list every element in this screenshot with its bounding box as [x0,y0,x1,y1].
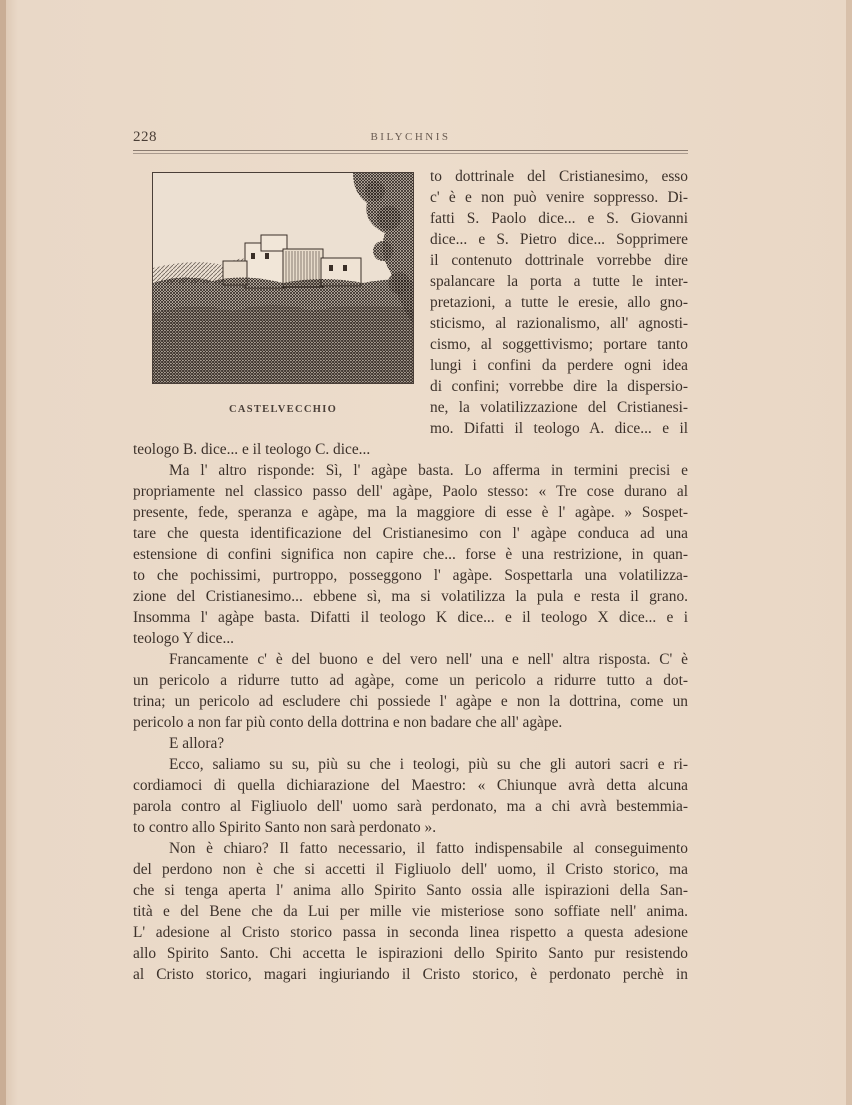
text-line: dice... e S. Pietro dice... Sopprimere [430,231,688,248]
text-line: spalancare la porta a tutte le inter- [430,273,688,290]
text-line: cismo, al soggettivismo; portare tanto [430,336,688,353]
text-line: tità e del Bene che da Lui per mille vie misteriose sono soffiate nell' anima. [133,903,688,920]
text-line: sticismo, al razionalismo, all' agnosti- [430,315,688,332]
woodcut-illustration [152,172,414,384]
page-left-edge [0,0,6,1105]
text-line: Ma l' altro risponde: Sì, l' agàpe basta. Lo afferma in termini precisi e [169,462,688,479]
text-line: il contenuto dottrinale vorrebbe dire [430,252,688,269]
figure-caption: CASTELVECCHIO [228,404,338,415]
running-title: BILYCHNIS [370,131,451,143]
text-line: allo Spirito Santo. Chi accetta le ispirazioni dello Spirito Santo pur resistendo [133,945,688,962]
text-line: Ecco, saliamo su su, più su che i teologi, più su che gli autori sacri e ri- [169,756,688,773]
header-rule-top [133,150,688,151]
text-line: trina; un pericolo ad escludere chi possiede l' agàpe e non la dottrina, come un [133,693,688,710]
text-line: to contro allo Spirito Santo non sarà perdonato ». [133,819,437,836]
text-line: lungi i confini da perdere ogni idea [430,357,688,374]
text-line: al Cristo storico, magari ingiuriando il Cristo storico, è perdonato perchè in [133,966,688,983]
text-line: Francamente c' è del buono e del vero nell' una e nell' altra risposta. C' è [169,651,688,668]
text-line: Non è chiaro? Il fatto necessario, il fatto indispensabile al conseguimento [169,840,688,857]
text-line: estensione di confini significa non capire che... forse è una restrizione, in quan- [133,546,688,563]
text-line: che si tenga aperta l' anima allo Spirito Santo ossia alle ispirazioni della San- [133,882,688,899]
text-line: pretazioni, a tutte le eresie, allo gno- [430,294,688,311]
header-rule-bottom [133,153,688,154]
text-line: mo. Difatti il teologo A. dice... e il [430,420,688,437]
page-right-edge [846,0,852,1105]
text-line: L' adesione al Cristo storico passa in seconda linea rispetto a questa adesione [133,924,688,941]
text-line: tare che questa identificazione del Cristianesimo con l' agàpe conduca ad una [133,525,688,542]
text-line: teologo B. dice... e il teologo C. dice... [133,441,371,458]
text-line: cordiamoci di quella dichiarazione del Maestro: « Chiunque avrà detta alcuna [133,777,688,794]
text-line: Insomma l' agàpe basta. Difatti il teologo K dice... e il teologo X dice... e i [133,609,688,626]
text-line: pericolo a non far più conto della dottrina e non badare che all' agàpe. [133,714,563,731]
running-header [133,129,688,147]
text-line: teologo Y dice... [133,630,235,647]
text-line: E allora? [169,735,225,752]
text-line: di confini; vorrebbe dire la dispersio- [430,378,688,395]
page-number: 228 [133,129,157,145]
text-line: to che pochissimi, purtroppo, posseggono l' agàpe. Sospettarla una volatilizza- [133,567,688,584]
text-line: propriamente nel classico passo dell' agàpe, Paolo stesso: « Tre cose durano al [133,483,688,500]
text-line: to dottrinale del Cristianesimo, esso [430,168,688,185]
castle-landscape-image [153,173,413,383]
text-line: parola contro al Figliuolo dell' uomo sarà perdonato, ma a chi avrà bestemmia- [133,798,688,815]
text-line: fatti S. Paolo dice... e S. Giovanni [430,210,688,227]
text-line: del perdono non è che si accetti il Figliuolo dell' uomo, il Cristo storico, ma [133,861,688,878]
text-line: ne, la volatilizzazione del Cristianesi- [430,399,688,416]
text-line: presente, fede, speranza e agàpe, ma la maggiore di esse è l' agàpe. » Sospet- [133,504,688,521]
text-line: un pericolo a ridurre tutto ad agàpe, come un pericolo a ridurre tutto a dot- [133,672,688,689]
text-line: c' è e non può venire soppresso. Di- [430,189,688,206]
text-line: zione del Cristianesimo... ebbene sì, ma si volatilizza la pula e resta il grano. [133,588,688,605]
